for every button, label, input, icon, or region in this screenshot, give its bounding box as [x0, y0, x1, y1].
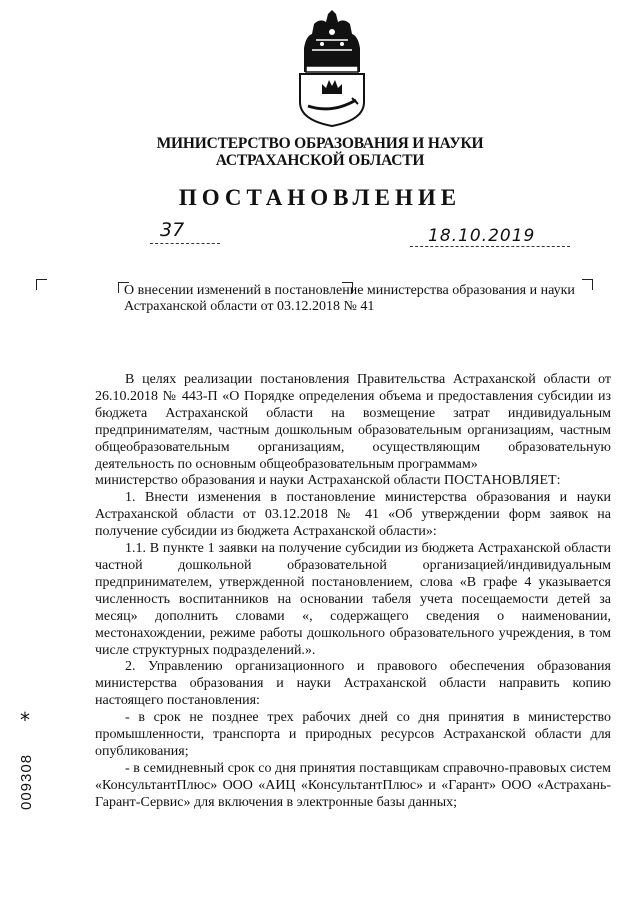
clause-2-item-b: - в семидневный срок со дня принятия поставщикам справочно-правовых систем «КонсультантПлюс» ООО «АИЦ «КонсультантПлюс» и «Гарант» ООО «Астрахань-Гарант-Сервис» для включения в электронные базы данных;	[95, 760, 611, 810]
clause-1-1: 1.1. В пункте 1 заявки на получение субсидии из бюджета Астраханской области частной дошкольной образовательной организацией/индивидуальным предпринимателем, утвержденной постановлением, слова «В графе 4 указывается численность воспитанников на основании табеля учета посещаемости детей за месяц» дополнить словами «, содержащего сведения о наименовании, местонахождении, режиме работы дошкольного образовательного учреждения, в том числе структурных подразделений.».	[95, 541, 611, 658]
document-body	[95, 372, 611, 812]
coat-of-arms-emblem	[292, 10, 372, 128]
preamble-paragraph: В целях реализации постановления Правительства Астраханской области от 26.10.2018 № 443-П «О Порядке определения объема и предоставления субсидии из бюджета Астраханской области на возмещение затрат индивидуальным предпринимателям, частным дошкольным образовательным организациям, частным общеобразовательным организациям, осуществляющим образовательную деятельность по основным общеобразовательным программам»	[95, 372, 611, 472]
registration-number-stamp	[18, 720, 38, 810]
ministry-name-line1: МИНИСТЕРСТВО ОБРАЗОВАНИЯ И НАУКИ	[156, 135, 484, 152]
date-underline	[410, 246, 570, 248]
registration-number: 009308	[18, 753, 35, 810]
clause-1: 1. Внести изменения в постановление министерства образования и науки Астраханской области от 03.12.2018 № 41 «Об утверждении форм заявок на получение субсидии из бюджета Астраханской области»:	[95, 490, 611, 540]
document-subject: О внесении изменений в постановление министерства образования и науки Астраханской области от 03.12.2018 № 41	[124, 283, 575, 314]
document-date: 18.10.2019	[428, 226, 536, 246]
number-underline	[150, 243, 220, 245]
clause-2: 2. Управлению организационного и правового обеспечения образования министерства образования и науки Астраханской области направить копию настоящего постановления:	[95, 659, 611, 709]
document-number: 37	[160, 219, 185, 241]
margin-star-mark: *	[20, 708, 30, 732]
decree-line: министерство образования и науки Астраханской области ПОСТАНОВЛЯЕТ:	[95, 473, 561, 489]
clause-2-item-a: - в срок не позднее трех рабочих дней со дня принятия в министерство промышленности, транспорта и природных ресурсов Астраханской области для опубликования;	[95, 710, 611, 759]
corner-mark-top-left	[36, 279, 47, 290]
document-type-title: ПОСТАНОВЛЕНИЕ	[178, 185, 462, 210]
ministry-name-line2: АСТРАХАНСКОЙ ОБЛАСТИ	[215, 152, 425, 169]
